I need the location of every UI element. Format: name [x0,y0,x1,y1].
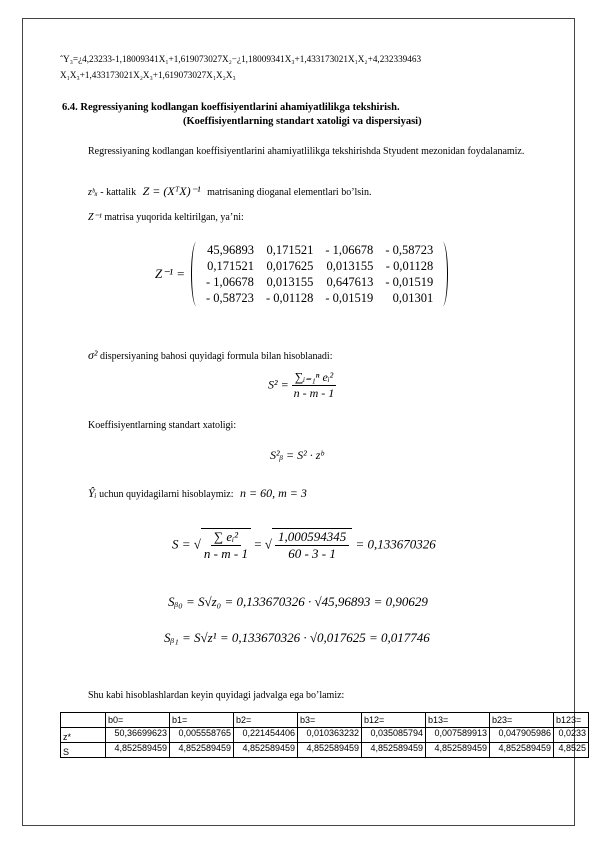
z-inverse-symbol: Z⁻¹ [88,212,102,223]
table-cell: 0,005558765 [170,728,234,743]
section-subtitle: (Koeffisiyentlarning standart xatoligi va dispersiyasi) [183,116,422,127]
s2-formula [268,370,336,401]
matrix-cell: 0,013155 [266,274,314,289]
sb2-formula: S²ᵦ = S² · zᵇ [270,448,324,462]
matrix-table [200,242,439,306]
table-row [61,728,589,743]
z-inverse-matrix [155,242,448,306]
table-cell: 4,852589459 [362,743,426,758]
matrix-note-line [88,212,244,223]
intro-text: Regressiyaning kodlangan koeffisiyentlarini ahamiyatlilikga tekshirishda Styudent mezonidan foydalanamiz. [88,146,525,157]
matrix-cell: - 1,06678 [206,274,254,289]
table-cell: 4,8525 [554,743,589,758]
table-cell: 4,852589459 [490,743,554,758]
table-cell: 0,035085794 [362,728,426,743]
s-general-fraction [204,529,248,562]
compute-note: uchun quyidagilarni hisoblaymiz: [99,489,234,500]
table-cell: 4,852589459 [426,743,490,758]
table-row-label: S [61,743,106,758]
s2-numerator: ∑ᵢ₌₁ⁿ eᵢ² [292,370,337,386]
sigma-squared-symbol: σ² [88,348,98,362]
intro-paragraph [62,144,552,160]
matrix-cell: 0,171521 [207,258,254,273]
s2-fraction [292,370,337,401]
table-header-cell: b2= [234,713,298,728]
table-cell: 0,007589913 [426,728,490,743]
s-sqrt-values [272,528,352,562]
regression-equation-line2: X₁X₃+1,433173021X₂X₃+1,619073027X₁X₂X₃ [60,70,236,80]
matrix-cell: 0,01301 [392,290,434,305]
s-values-fraction [275,529,349,562]
table-header-cell: b1= [170,713,234,728]
matrix-lhs: Z⁻¹ = [155,266,186,281]
compute-line [88,486,307,501]
table-header-cell [61,713,106,728]
matrix-cell: - 0,01519 [385,274,434,289]
s-sum-numerator: ∑ eᵢ² [211,529,241,546]
table-header-cell: b3= [298,713,362,728]
z-b-symbol: zᵇᵢᵢ [88,187,98,198]
s-sqrt-general [201,528,251,562]
coefficients-table [60,712,589,758]
table-row [61,743,589,758]
sb1-formula: Sᵦ₁ = S√z¹ = 0,133670326 · √0,017625 = 0,017746 [164,630,430,645]
table-cell: 50,36699623 [106,728,170,743]
n-m-values: n = 60, m = 3 [240,486,307,500]
section-title: 6.4. Regressiyaning kodlangan koeffisiyentlarini ahamiyatlilikga tekshirish. [62,102,400,113]
table-header-cell: b23= [490,713,554,728]
kattalik-prefix: - kattalik [100,187,137,198]
matrix-cell: - 0,01128 [265,290,314,305]
s-formula: S = √ $\frac{\text{∑ eᵢ²}}{n - m - 1}$ = √ $\frac{1,000594345}{60 - 3 - 1}$ = 0,133670326 [172,529,436,561]
table-header-cell: b0= [106,713,170,728]
dispersion-line [88,348,332,363]
s-sum-denominator: n - m - 1 [203,546,248,561]
dispersion-note: dispersiyaning bahosi quyidagi formula bilan hisoblanadi: [100,351,333,362]
table-cell: 4,852589459 [298,743,362,758]
table-header-cell: b12= [362,713,426,728]
matrix-cell: - 1,06678 [325,242,374,257]
s2-denominator: n - m - 1 [293,386,335,400]
s2-lhs: S² = [268,377,289,392]
s-values-denominator: 60 - 3 - 1 [288,546,336,561]
table-header-cell: b123= [554,713,589,728]
s-result: = 0,133670326 [355,536,436,552]
matrix-cell: 0,017625 [266,258,314,273]
table-cell: 0,221454406 [234,728,298,743]
matrix-cell: - 0,58723 [385,242,434,257]
matrix-cell: 0,171521 [266,242,314,257]
s-values-numerator: 1,000594345 [275,529,349,546]
matrix-cell: - 0,01128 [385,258,434,273]
matrix-cell: 0,013155 [326,258,374,273]
table-header-row [61,713,589,728]
table-header-cell: b13= [426,713,490,728]
matrix-cell: 45,96893 [207,242,254,257]
table-row-label: z* [61,728,106,743]
std-error-label: Koeffisiyentlarning standart xatoligi: [88,420,237,431]
z-matrix-formula: Z = (XᵀX)⁻¹ [142,184,201,198]
kattalik-line [88,184,371,199]
table-cell: 0,047905986 [490,728,554,743]
sb0-formula: Sᵦ₀ = S√z₀ = 0,133670326 · √45,96893 = 0,90629 [168,594,428,609]
table-cell: 4,852589459 [234,743,298,758]
matrix-cell: 0,647613 [326,274,374,289]
table-intro: Shu kabi hisoblashlardan keyin quyidagi jadvalga ega bo’lamiz: [88,690,345,701]
s-lhs: S = [172,536,191,552]
regression-equation-line1: ˆY₃=¿4,23233-1,18009341X₁+1,619073027X₂−¿1,18009341X₃+1,433173021X₁X₂+4,232339463 [60,54,422,64]
y-hat-symbol: Ŷᵢ [88,486,97,500]
matrix-cell: - 0,01519 [325,290,374,305]
table-cell: 0,0233 [554,728,589,743]
table-cell: 0,010363232 [298,728,362,743]
matrix-cell: - 0,58723 [206,290,254,305]
table-cell: 4,852589459 [106,743,170,758]
matrix-note: matrisa yuqorida keltirilgan, ya’ni: [104,212,244,223]
table-cell: 4,852589459 [170,743,234,758]
matrix-brackets [191,242,448,306]
kattalik-suffix: matrisaning dioganal elementlari bo’lsin. [207,187,372,198]
